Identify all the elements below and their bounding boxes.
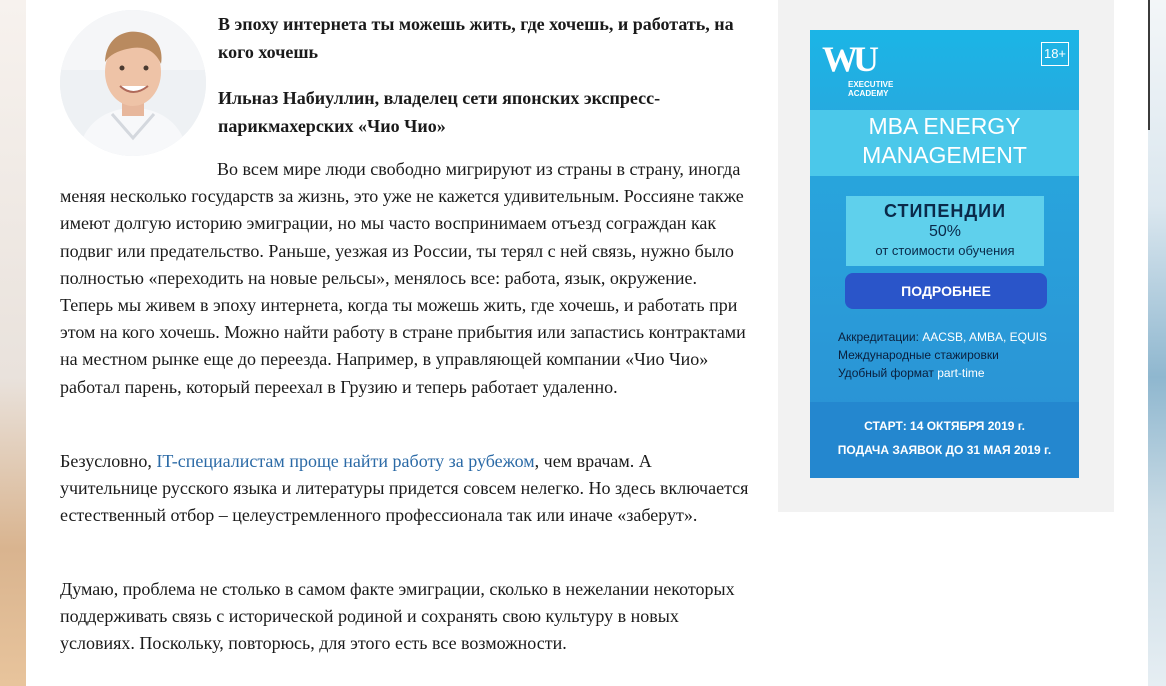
logo-sub-line: ACADEMY [848, 89, 889, 98]
feature-label: Аккредитации: [838, 330, 923, 344]
program-title-line: MANAGEMENT [862, 142, 1027, 168]
feature-label: Удобный формат [838, 366, 938, 380]
details-button[interactable]: ПОДРОБНЕЕ [845, 273, 1047, 309]
article-paragraph [60, 448, 750, 530]
stipend-box [846, 196, 1044, 266]
start-date: СТАРТ: 14 ОКТЯБРЯ 2019 г. [864, 419, 1025, 433]
page-content [26, 0, 1148, 686]
application-deadline: ПОДАЧА ЗАЯВОК ДО 31 МАЯ 2019 г. [837, 443, 1052, 457]
paragraph-text: , чем врачам. А учительнице русского языка и литературы придется совсем нелегко. Но здесь включается естественный отбор – целеустремленного профессионала так или иначе «заберут». [60, 451, 749, 526]
pull-quote: В эпоху интернета ты можешь жить, где хочешь, и работать, на кого хочешь [218, 14, 734, 62]
program-title-line: MBA ENERGY [868, 113, 1021, 139]
ad-container [778, 0, 1114, 512]
article-paragraph: Во всем мире люди свободно мигрируют из страны в страну, иногда меняя несколько государств за жизнь, это уже не кажется удивительным. Россияне также имеют долгую историю эмиграции, но мы часто воспринимаем отъезд сограждан как подвиг или предательство. Раньше, уезжая из России, ты терял с ней связь, нужно было полностью «переходить на новые рельсы», менялось все: работа, язык, окружение. Теперь мы живем в эпоху интернета, когда ты можешь жить, где хочешь, и работать при этом на кого хочешь. Можно найти работу в стране прибытия или запастись контрактами на местном рынке еще до переезда. Например, в управляющей компании «Чио Чио» работал парень, который переехал в Грузию и теперь работает удаленно. [60, 159, 746, 397]
logo-subtitle [848, 80, 893, 98]
author-avatar [60, 10, 206, 156]
feature-value: part-time [937, 366, 985, 380]
age-rating-badge: 18+ [1041, 42, 1069, 66]
logo-sub-line: EXECUTIVE [848, 80, 894, 89]
feature-value: AACSB, AMBA, EQUIS [922, 330, 1047, 344]
author-photo [60, 10, 206, 156]
paragraph-text: Безусловно, [60, 451, 157, 471]
quote-author: Ильназ Набиуллин, владелец сети японских экспресс-парикмахерских «Чио Чио» [218, 88, 661, 136]
program-title [810, 110, 1079, 176]
article-link[interactable]: IT-специалистам проще найти работу за рубежом [156, 451, 535, 471]
stipend-title: СТИПЕНДИИ [883, 201, 1007, 221]
stipend-percent: 50% [928, 223, 962, 240]
ad-dates [810, 402, 1079, 478]
page-backdrop-right [1148, 0, 1166, 686]
logo-mark: WU [822, 39, 874, 79]
article-paragraph: Думаю, проблема не столько в самом факте эмиграции, сколько в нежелании некоторых поддерживать связь с исторической родиной и сохранять свою культуру в новых условиях. Поскольку, повторюсь, для этого есть все возможности. [60, 579, 735, 654]
feature-item [838, 364, 1047, 382]
stipend-note: от стоимости обучения [875, 243, 1015, 258]
ad-features [838, 328, 1047, 382]
feature-item [838, 328, 1047, 346]
quote-block [218, 10, 758, 140]
page-backdrop-left [0, 0, 26, 686]
ad-banner[interactable] [810, 30, 1079, 478]
wu-logo [822, 39, 894, 98]
feature-item: Международные стажировки [838, 348, 999, 362]
